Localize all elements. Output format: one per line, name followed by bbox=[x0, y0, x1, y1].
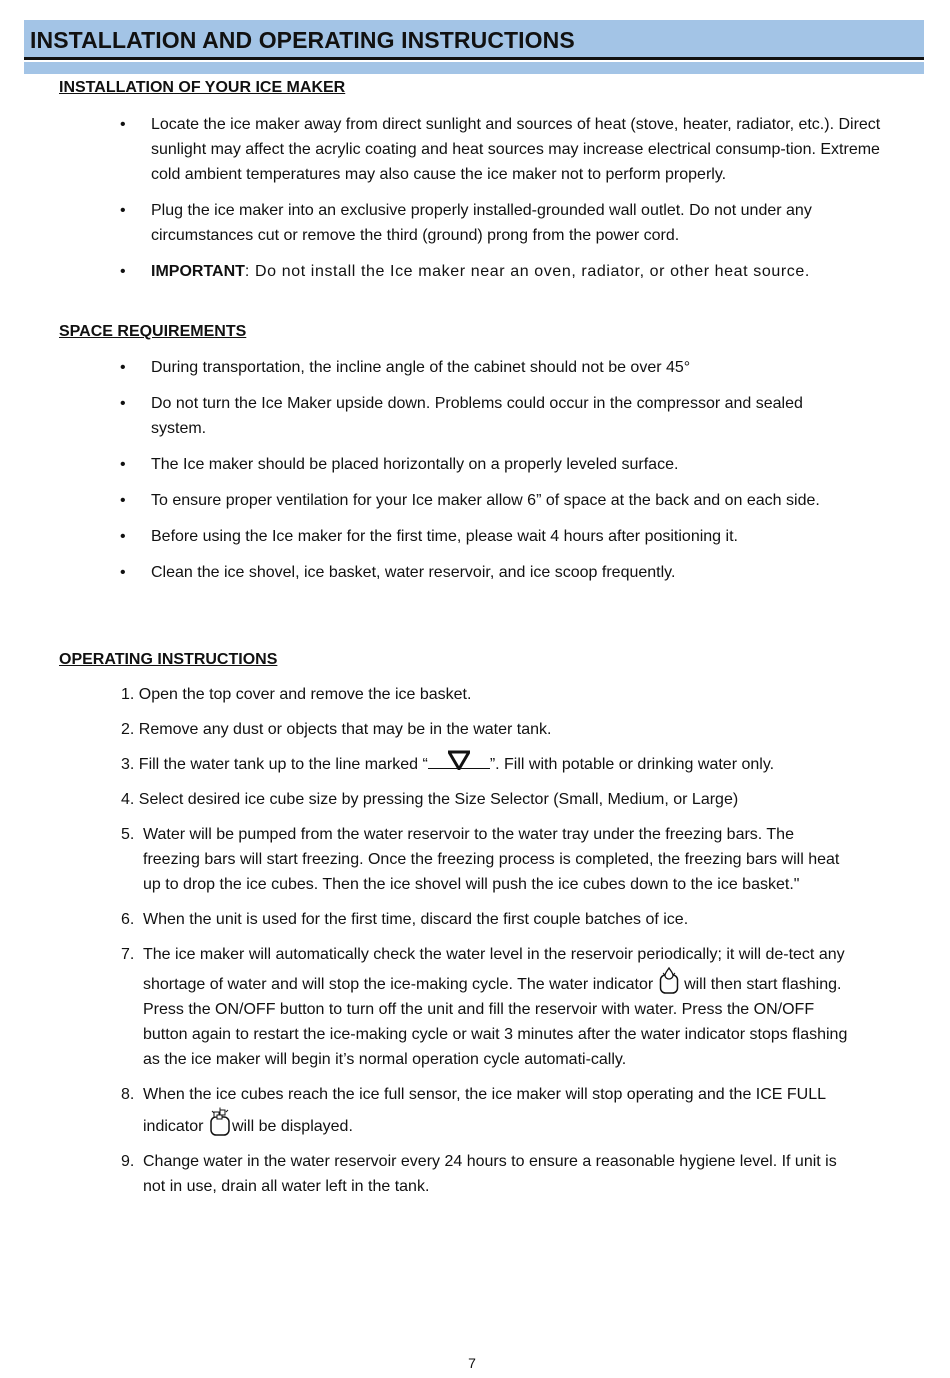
triangle-marker-icon bbox=[448, 750, 470, 770]
bullet-icon: • bbox=[120, 395, 126, 412]
section-header bbox=[24, 20, 924, 60]
list-item: 6. When the unit is used for the first time, discard the first couple batches of ice. bbox=[121, 911, 689, 928]
list-item: • Locate the ice maker away from direct sunlight and sources of heat (stove, heater, radiator, etc.). Direct sunlight may affect the acrylic coating and heat sources may increase electrical consump-tion. Extreme cold ambient temperatures may also cause the ice maker not to perform properly. bbox=[0, 112, 950, 187]
operating-heading: OPERATING INSTRUCTIONS bbox=[59, 651, 278, 668]
list-item: • During transportation, the incline angle of the cabinet should not be over 45° bbox=[0, 355, 950, 380]
bullet-icon: • bbox=[120, 564, 126, 581]
bullet-icon: • bbox=[120, 456, 126, 473]
installation-heading: INSTALLATION OF YOUR ICE MAKER bbox=[59, 79, 346, 96]
list-item: • The Ice maker should be placed horizontally on a properly leveled surface. bbox=[0, 452, 950, 477]
header-band bbox=[24, 62, 924, 74]
list-item: 2. Remove any dust or objects that may be in the water tank. bbox=[121, 721, 552, 738]
list-item: 8. When the ice cubes reach the ice full sensor, the ice maker will stop operating and the ICE FULL indicator will be displayed. bbox=[121, 1086, 826, 1135]
operating-list bbox=[0, 682, 950, 1199]
bullet-icon: • bbox=[120, 263, 126, 280]
page-title: INSTALLATION AND OPERATING INSTRUCTIONS bbox=[30, 27, 575, 53]
installation-list bbox=[0, 112, 950, 284]
list-item: • Before using the Ice maker for the first time, please wait 4 hours after positioning it. bbox=[0, 524, 950, 549]
list-item: 9. Change water in the water reservoir every 24 hours to ensure a reasonable hygiene level. If unit is not in use, drain all water left in the tank. bbox=[121, 1153, 837, 1195]
list-item: 5. Water will be pumped from the water reservoir to the water tray under the freezing bars. The freezing bars will start freezing. Once the freezing process is completed, the freezing bars will heat up to drop the ice cubes. Then the ice shovel will push the ice cubes down to the ice basket." bbox=[121, 826, 840, 893]
space-heading: SPACE REQUIREMENTS bbox=[59, 323, 247, 340]
space-list bbox=[0, 355, 950, 585]
list-item bbox=[0, 259, 950, 284]
important-text: : Do not install the Ice maker near an oven, radiator, or other heat source. bbox=[244, 263, 810, 280]
list-item: 1. Open the top cover and remove the ice basket. bbox=[121, 686, 472, 703]
list-item: • Clean the ice shovel, ice basket, water reservoir, and ice scoop frequently. bbox=[0, 560, 950, 585]
bullet-icon: • bbox=[120, 116, 126, 133]
list-item: 3. Fill the water tank up to the line marked “ ”. Fill with potable or drinking water only. bbox=[0, 752, 950, 777]
ice-full-indicator-icon bbox=[208, 1107, 232, 1137]
page-number: 7 bbox=[468, 1355, 476, 1371]
bullet-icon: • bbox=[120, 492, 126, 509]
list-item: • Plug the ice maker into an exclusive properly installed-grounded wall outlet. Do not under any circumstances cut or remove the third (ground) prong from the power cord. bbox=[0, 198, 950, 248]
water-indicator-icon bbox=[658, 967, 680, 995]
list-item: • To ensure proper ventilation for your Ice maker allow 6” of space at the back and on each side. bbox=[0, 488, 950, 513]
list-item: 7. The ice maker will automatically check the water level in the reservoir periodically; it will de-tect any shortage of water and will stop the ice-making cycle. The water indicator will then start flashing. Press the ON/OFF button to turn off the unit and fill the reservoir with water. Press the ON/OFF button again to restart the ice-making cycle or wait 3 minutes after the water indicator stops flashing as the ice maker will begin it’s normal operation cycle automati-cally. bbox=[121, 946, 848, 1068]
bullet-icon: • bbox=[120, 202, 126, 219]
important-label: IMPORTANT bbox=[151, 263, 245, 280]
list-item: • Do not turn the Ice Maker upside down. Problems could occur in the compressor and sealed system. bbox=[0, 391, 950, 441]
water-line-marker bbox=[428, 754, 490, 769]
list-item: 4. Select desired ice cube size by pressing the Size Selector (Small, Medium, or Large) bbox=[121, 791, 739, 808]
bullet-icon: • bbox=[120, 528, 126, 545]
bullet-icon: • bbox=[120, 359, 126, 376]
